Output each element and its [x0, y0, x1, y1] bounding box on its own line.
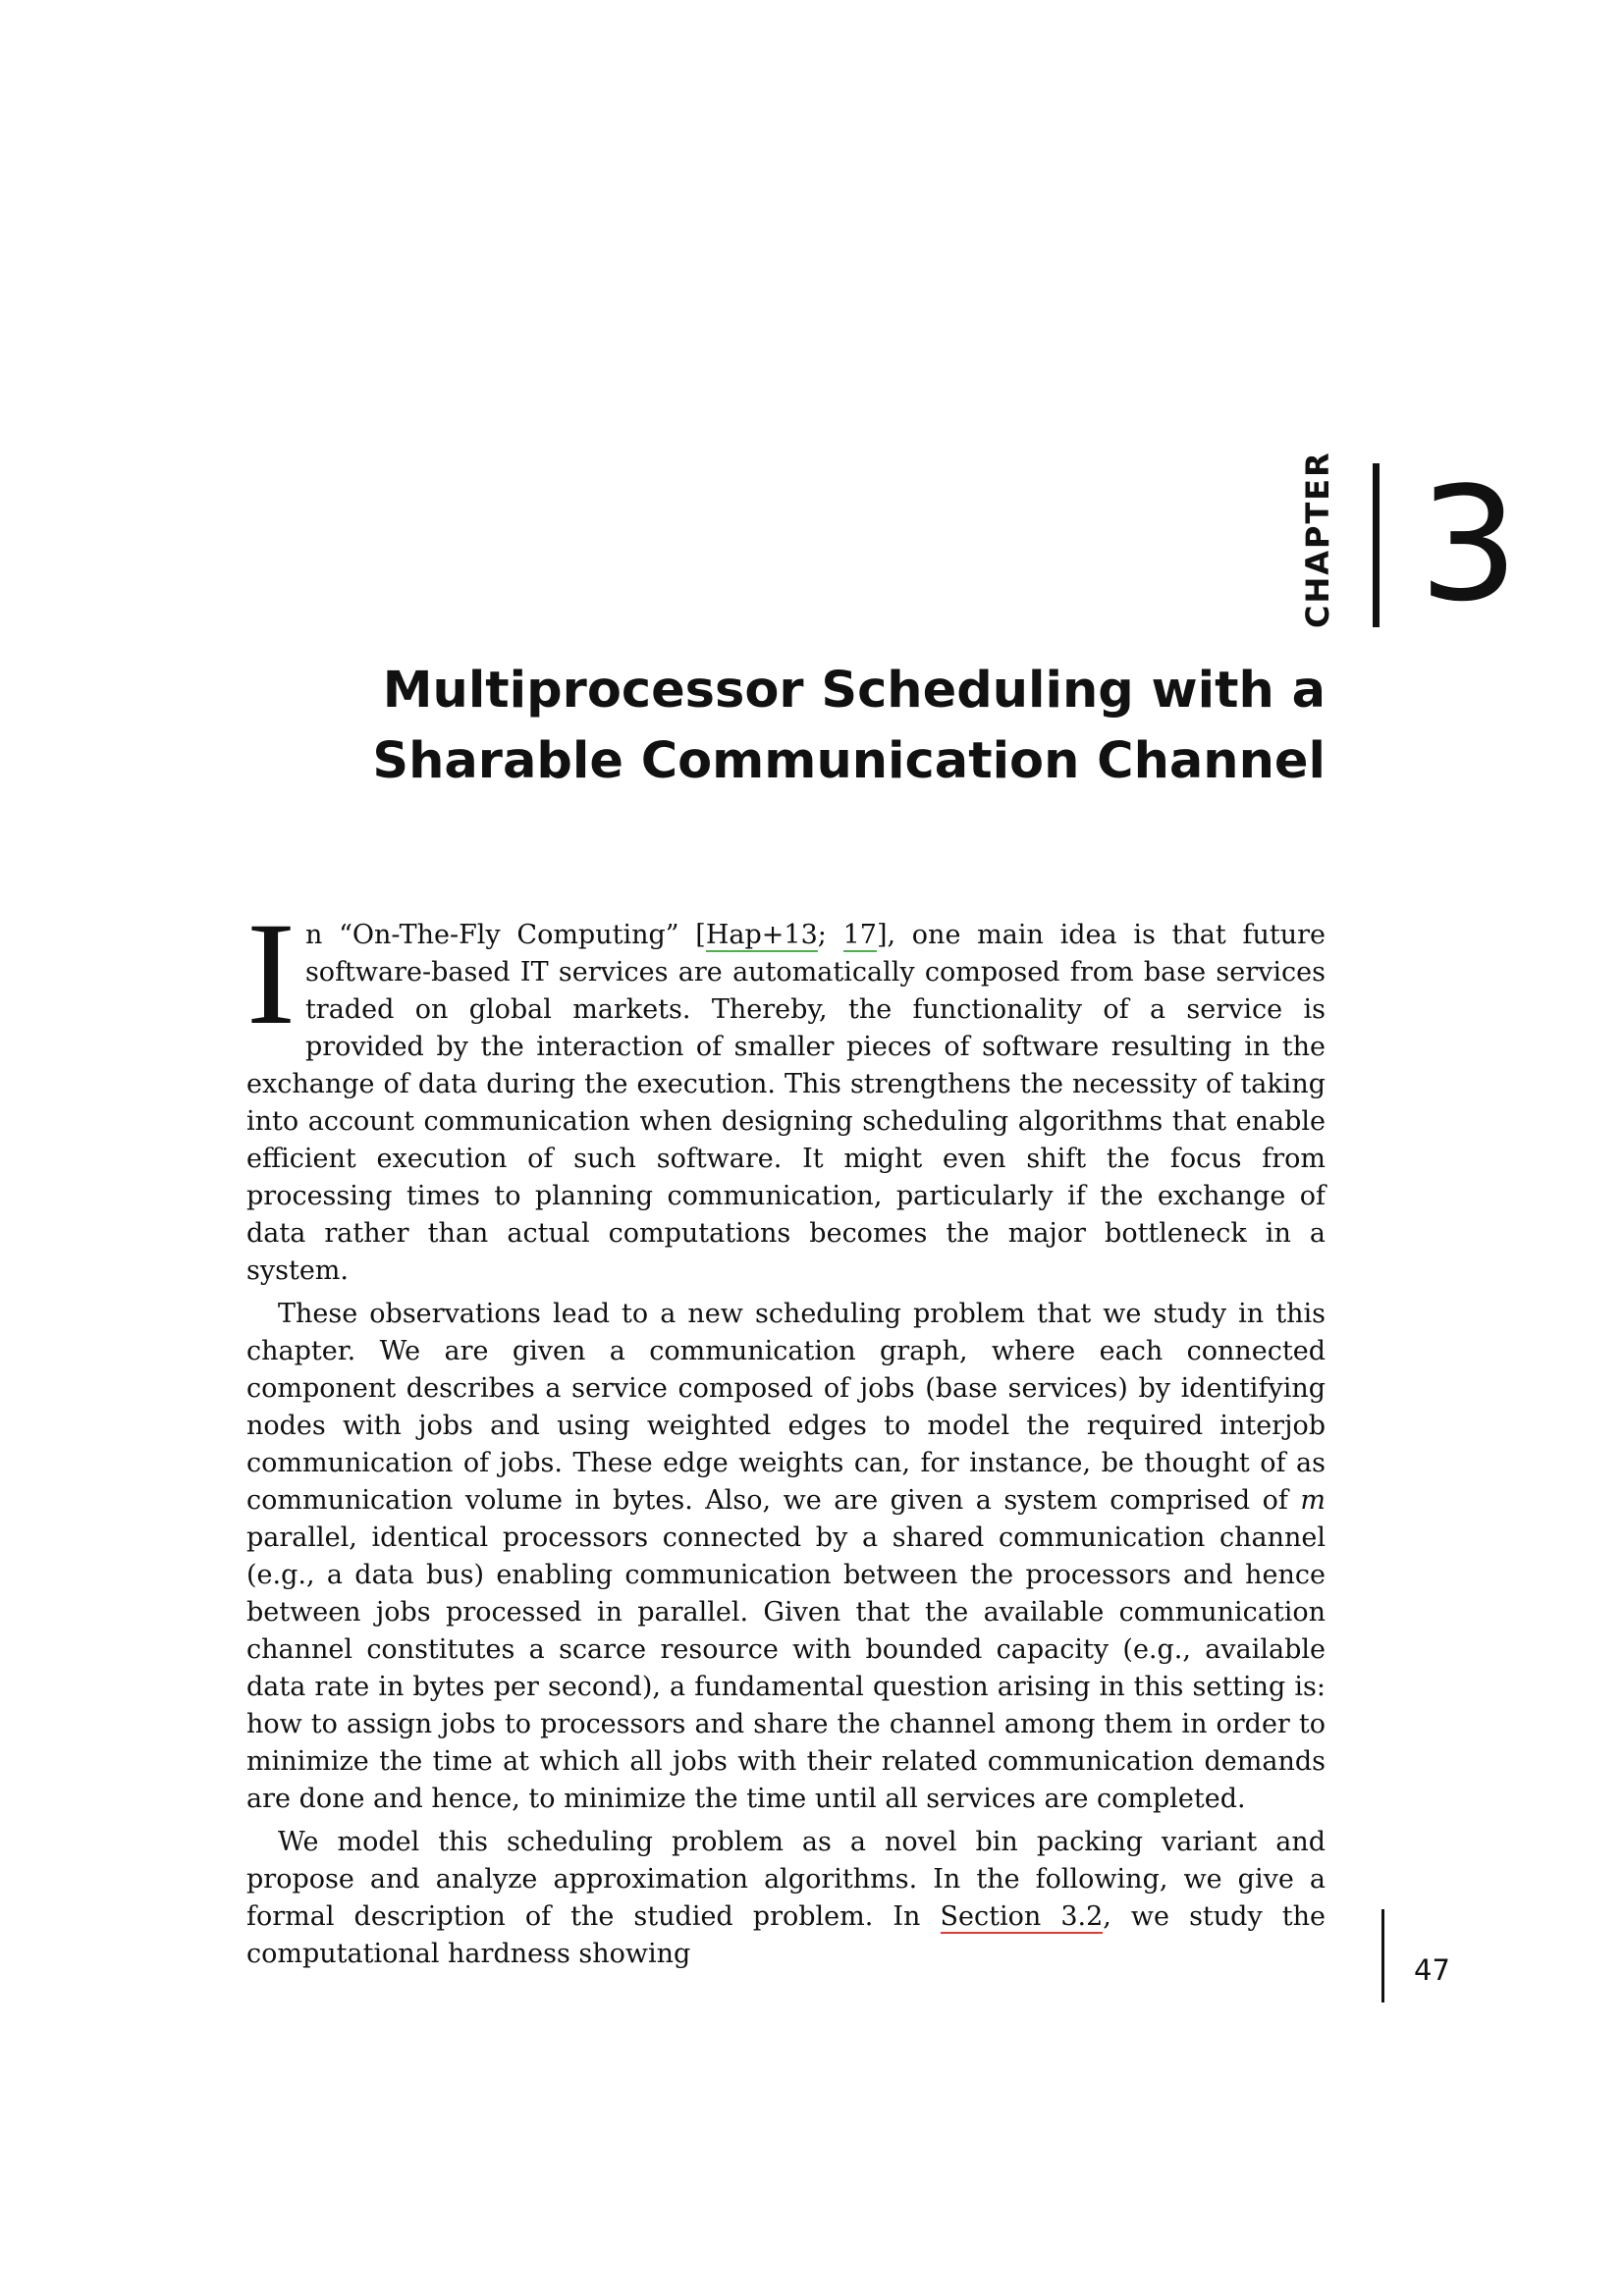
chapter-divider: [1373, 463, 1380, 627]
paragraph-3: [246, 1824, 1326, 1973]
paragraph-2-text-a: These observations lead to a new scheduling problem that we study in this chapter. We are given a communication graph, where each connected component describes a service composed of jobs (base services) by identifying nodes with jobs and using weighted edges to model the required interjob communication of jobs. These edge weights can, for instance, be thought of as communication volume in bytes. Also, we are given a system comprised of: [246, 1299, 1326, 1516]
drop-cap: I: [246, 892, 296, 1055]
chapter-label: CHAPTER: [1299, 451, 1336, 628]
paragraph-1-text-a: n “On-The-Fly Computing” [: [304, 920, 706, 950]
chapter-body: [246, 892, 1326, 1973]
paragraph-1-text-b: ], one main idea is that future software-based IT services are automatically composed from base services traded on global markets. Thereby, the functionality of a service is provided by the interaction of smaller pieces of software resulting in the exchange of data during the execution. This strengthens the necessity of taking into account communication when designing scheduling algorithms that enable efficient execution of such software. It might even shift the focus from processing times to planning communication, particularly if the exchange of data rather than actual computations becomes the major bottleneck in a system.: [246, 920, 1326, 1286]
section-link-3-2[interactable]: Section 3.2: [940, 1901, 1104, 1932]
paragraph-3-text-b: , we study the computational hardness showing: [246, 1901, 1326, 1969]
citation-link-17[interactable]: 17: [842, 920, 877, 950]
paragraph-2-text-b: parallel, identical processors connected by a shared communication channel (e.g., a data bus) enabling communication between the processors and hence between jobs processed in parallel. Given that the available communication channel constitutes a scarce resource with bounded capacity (e.g., available data rate in bytes per second), a fundamental question arising in this setting is: how to assign jobs to processors and share the channel among them in order to minimize the time at which all jobs with their related communication demands are done and hence, to minimize the time until all services are completed.: [246, 1522, 1326, 1814]
chapter-title-line-2: Sharable Communication Channel: [372, 732, 1326, 790]
citation-separator: ;: [817, 920, 843, 950]
math-variable-m: m: [1300, 1485, 1326, 1516]
citation-link-hap13[interactable]: Hap+13: [705, 920, 818, 950]
paragraph-3-text-a: We model this scheduling problem as a novel bin packing variant and propose and analyze approximation algorithms. In the following, we give a formal description of the studied problem. In: [246, 1827, 1326, 1932]
page-number-rule: [1381, 1909, 1384, 2002]
chapter-title: [295, 656, 1326, 797]
chapter-number: 3: [1419, 453, 1515, 636]
page-number: 47: [1414, 1953, 1450, 1987]
chapter-title-line-1: Multiprocessor Scheduling with a: [382, 662, 1326, 720]
paragraph-1: [246, 892, 1326, 1290]
paragraph-2: [246, 1296, 1326, 1818]
